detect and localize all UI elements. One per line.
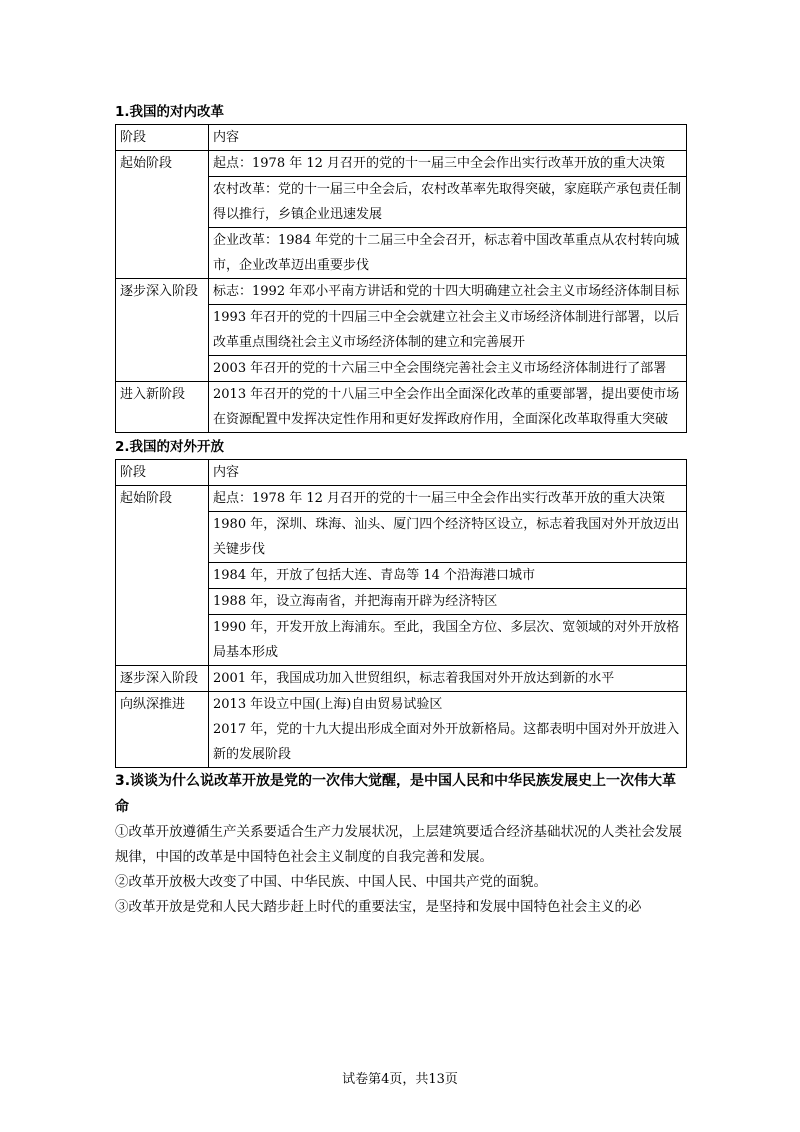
section-1-title: 1.我国的对内改革	[115, 104, 225, 120]
section-3-point-2: ②改革开放极大改变了中国、中华民族、中国人民、中国共产党的面貌。	[115, 874, 547, 890]
table-row	[116, 151, 687, 177]
stage-cell: 向纵深推进	[116, 692, 209, 768]
stage-cell: 逐步深入阶段	[116, 279, 209, 382]
section-2-title: 2.我国的对外开放	[115, 439, 225, 455]
content-cell: 企业改革：1984 年党的十二届三中全会召开，标志着中国改革重点从农村转向城市，企业改革迈出重要步伐	[209, 228, 687, 279]
table-row	[116, 382, 687, 433]
section-3-point-1: ①改革开放遵循生产关系要适合生产力发展状况，上层建筑要适合经济基础状况的人类社会发展规律，中国的改革是中国特色社会主义制度的自我完善和发展。	[115, 824, 682, 865]
header-stage: 阶段	[116, 125, 209, 151]
content-cell: 2001 年，我国成功加入世贸组织，标志着我国对外开放达到新的水平	[209, 666, 687, 692]
content-cell: 1988 年，设立海南省，并把海南开辟为经济特区	[209, 589, 687, 615]
stage-cell: 起始阶段	[116, 486, 209, 666]
table-row	[116, 692, 687, 768]
section-3-point-3: ③改革开放是党和人民大踏步赶上时代的重要法宝，是坚持和发展中国特色社会主义的必	[115, 899, 642, 915]
page-footer: 试卷第4页，共13页	[342, 1072, 458, 1087]
stage-cell: 逐步深入阶段	[116, 666, 209, 692]
table-row	[116, 666, 687, 692]
header-content: 内容	[209, 125, 687, 151]
content-cell: 1984 年，开放了包括大连、青岛等 14 个沿海港口城市	[209, 563, 687, 589]
table-row	[116, 486, 687, 512]
stage-cell: 起始阶段	[116, 151, 209, 279]
header-content: 内容	[209, 460, 687, 486]
content-cell: 1993 年召开的党的十四届三中全会就建立社会主义市场经济体制进行部署，以后改革重点围绕社会主义市场经济体制的建立和完善展开	[209, 305, 687, 356]
table-header-row	[116, 460, 687, 486]
stage-cell: 进入新阶段	[116, 382, 209, 433]
content-cell: 标志：1992 年邓小平南方讲话和党的十四大明确建立社会主义市场经济体制目标	[209, 279, 687, 305]
section-1-table	[115, 124, 687, 433]
section-3-title: 3.谈谈为什么说改革开放是党的一次伟大觉醒，是中国人民和中华民族发展史上一次伟大革命	[115, 773, 677, 815]
header-stage: 阶段	[116, 460, 209, 486]
content-cell: 起点：1978 年 12 月召开的党的十一届三中全会作出实行改革开放的重大决策	[209, 486, 687, 512]
content-cell: 1980 年，深圳、珠海、汕头、厦门四个经济特区设立，标志着我国对外开放迈出关键步伐	[209, 512, 687, 563]
content-cell: 1990 年，开发开放上海浦东。至此，我国全方位、多层次、宽领域的对外开放格局基本形成	[209, 615, 687, 666]
table-header-row	[116, 125, 687, 151]
content-cell: 2003 年召开的党的十六届三中全会围绕完善社会主义市场经济体制进行了部署	[209, 356, 687, 382]
section-2-table	[115, 459, 687, 768]
content-cell: 2013 年设立中国(上海)自由贸易试验区 2017 年，党的十九大提出形成全面对外开放新格局。这都表明中国对外开放进入新的发展阶段	[209, 692, 687, 768]
content-cell: 起点：1978 年 12 月召开的党的十一届三中全会作出实行改革开放的重大决策	[209, 151, 687, 177]
content-cell: 农村改革：党的十一届三中全会后，农村改革率先取得突破，家庭联产承包责任制得以推行，乡镇企业迅速发展	[209, 177, 687, 228]
table-row	[116, 279, 687, 305]
content-cell: 2013 年召开的党的十八届三中全会作出全面深化改革的重要部署，提出要使市场在资源配置中发挥决定性作用和更好发挥政府作用，全面深化改革取得重大突破	[209, 382, 687, 433]
page-content	[115, 96, 687, 920]
